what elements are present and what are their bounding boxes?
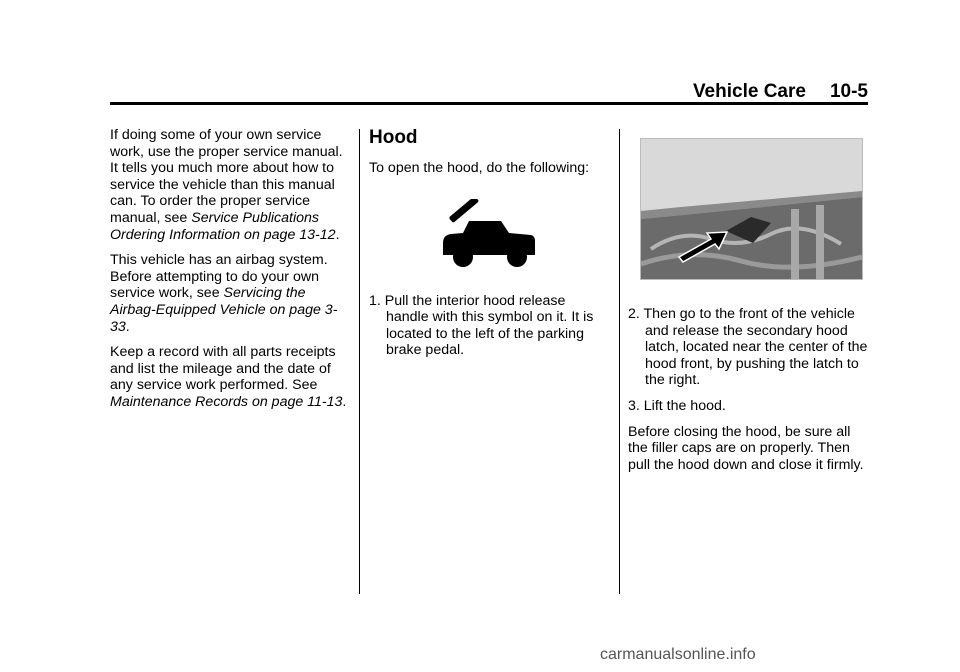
ref-service-publications[interactable]: Service Publications Ordering Information on page 13-12 (110, 209, 336, 243)
page-number: 10-5 (829, 81, 868, 102)
column-middle (369, 127, 609, 368)
hood-release-icon (419, 199, 539, 271)
hood-intro: To open the hood, do the following: (369, 160, 590, 176)
page-header (110, 81, 868, 103)
paragraph-service-manual: If doing some of your own service work, use the proper service manual. It tells you much more about how to service the vehicle than this manual can. To order the proper service manual, see Service Publications Ordering Information on page 13-12. (110, 127, 343, 243)
watermark: carmanualsonline.info (600, 646, 756, 663)
step-2: 2. Then go to the front of the vehicle and release the secondary hood latch, located near the center of the hood front, by pushing the latch to the right. (628, 306, 868, 389)
column-divider-2 (619, 129, 620, 594)
section-title: Vehicle Care (692, 81, 806, 102)
heading-hood: Hood (369, 127, 418, 148)
step-1: 1. Pull the interior hood release handle with this symbol on it. It is located to the left of the parking brake pedal. (369, 292, 594, 359)
ref-maintenance-records[interactable]: Maintenance Records on page 11-13 (110, 393, 343, 410)
ref-servicing-airbag[interactable]: Servicing the Airbag-Equipped Vehicle on page 3-33 (110, 285, 338, 335)
paragraph-records: Keep a record with all parts receipts and list the mileage and the date of any service work performed. See Maintenance Records on page 11-13. (110, 344, 347, 410)
header-rule (110, 102, 868, 105)
column-left (110, 127, 350, 420)
closing-instructions: Before closing the hood, be sure all the filler caps are on properly. Then pull the hood down and close it firmly. (628, 423, 864, 473)
paragraph-airbag: This vehicle has an airbag system. Before attempting to do your own service work, see Servicing the Airbag-Equipped Vehicle on page 3-33. (110, 252, 338, 335)
column-divider-1 (359, 129, 360, 594)
column-right (628, 127, 873, 482)
step-3: 3. Lift the hood. (628, 397, 726, 414)
hood-latch-photo (640, 138, 863, 280)
